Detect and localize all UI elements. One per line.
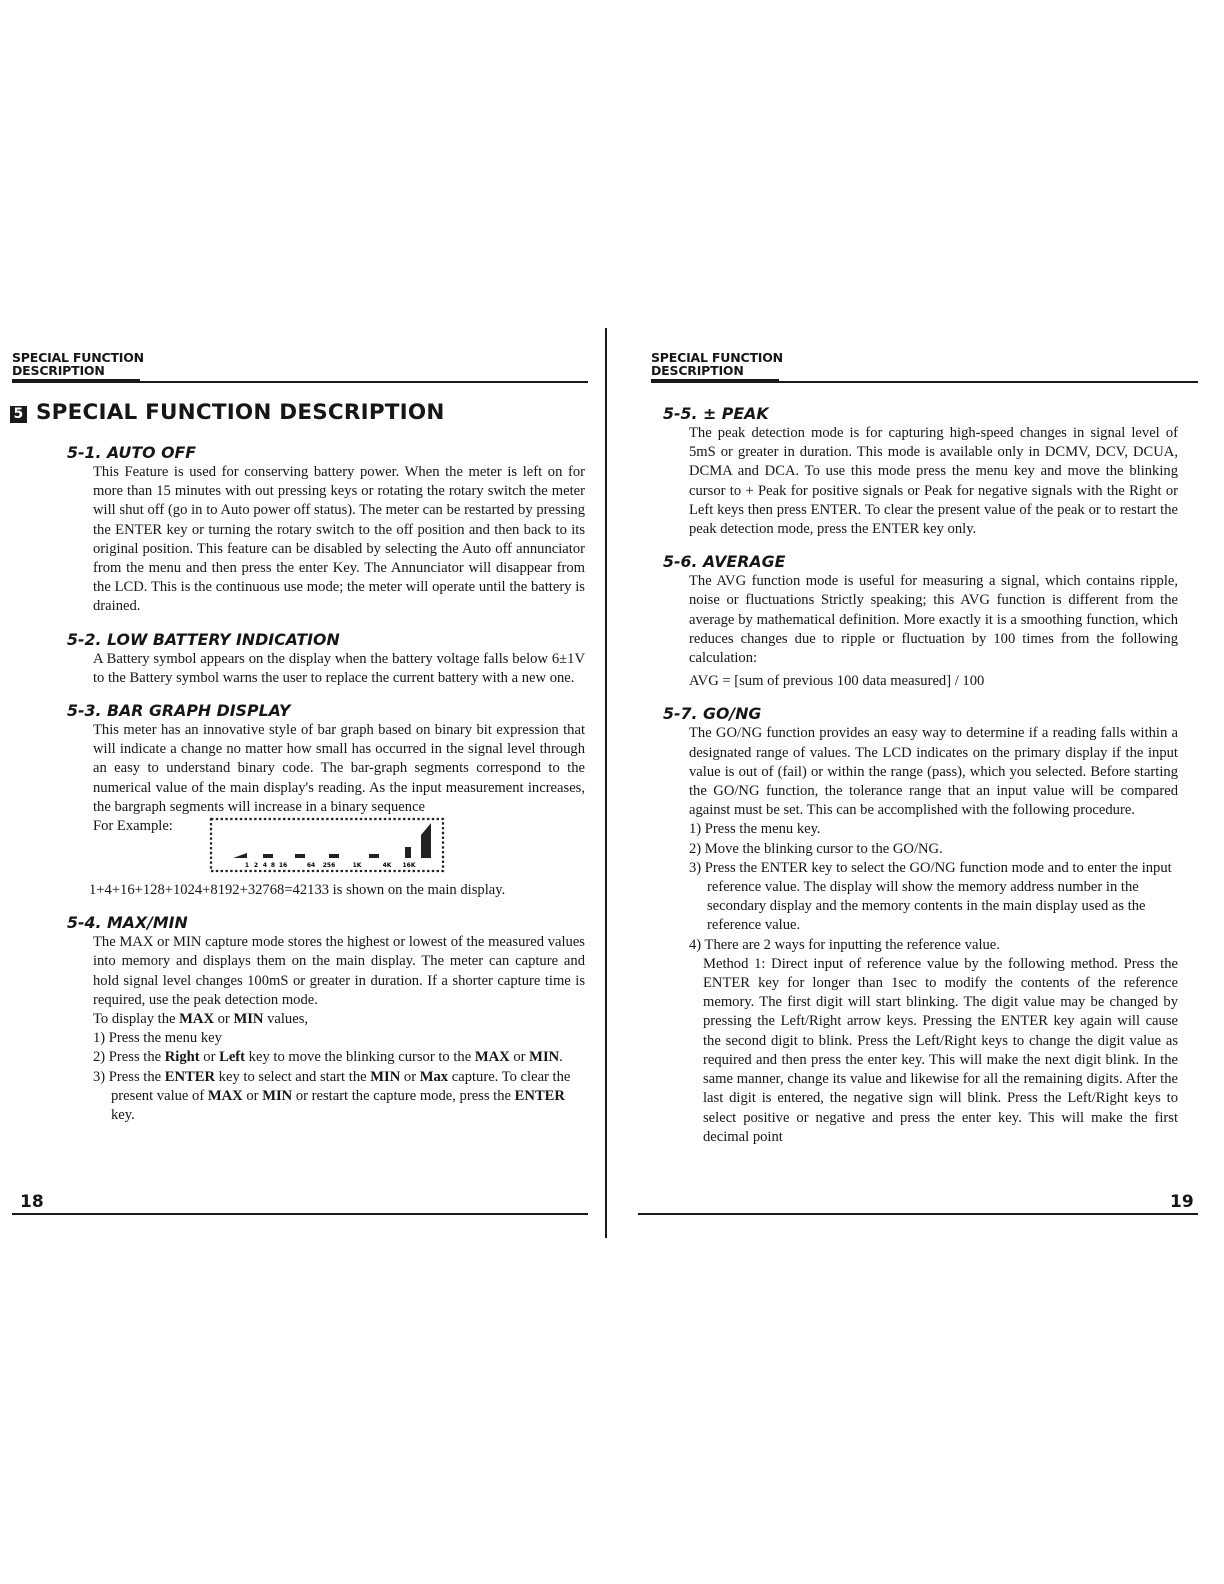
page-number-left: 18 — [20, 1192, 44, 1212]
lcd-label: 4 — [262, 862, 267, 870]
peak-text: The peak detection mode is for capturing high-speed changes in signal level of 5mS or greater in duration. This mode is available only in DCMV, DCV, DCUA, DCMA and DCA. To use this mode press the menu key and move the blinking cursor to + Peak for positive signals or Peak for negative signals with the Right or Left keys then press ENTER. To clear the present value of the peak or to restart the peak detection mode, press the ENTER key only. — [689, 425, 1178, 538]
bar-segment-1024 — [369, 854, 379, 858]
bar-segment-8192 — [405, 847, 411, 858]
auto-off-text: This Feature is used for conserving battery power. When the meter is left on for more than 15 minutes with out pressing keys or rotating the rotary switch the meter will shut off (go in to Auto power off status). The meter can be restarted by pressing the ENTER key or turning the rotary switch to the off position and then back to its original position. This feature can be disabled by selecting the Auto off annunciator from the menu and then press the enter Key. The Annunciator will disappear from the LCD. This is the continuous use mode; the meter will operate until the battery is drained. — [93, 464, 585, 615]
max-min-step-2: 2) Press the Right or Left key to move the blinking cursor to the MAX or MIN. — [93, 1049, 563, 1066]
max-min-display-line: To display the MAX or MIN values, — [93, 1011, 309, 1028]
lcd-label: 256 — [322, 862, 336, 870]
bargraph-lcd-svg — [209, 817, 445, 873]
bar-segment-128 — [329, 854, 339, 858]
go-ng-step-3: 3) Press the ENTER key to select the GO/NG function mode and to enter the input reference value. The display will show the memory address number in the secondary display and the memory contents in the main display used as the reference value. — [689, 859, 1172, 934]
header-left — [12, 351, 144, 377]
heading-average: 5-6. AVERAGE — [663, 552, 786, 572]
max-min-step-3: 3) Press the ENTER key to select and start the MIN or Max capture. To clear the present value of MAX or MIN or restart the capture mode, press the ENTER key. — [93, 1068, 571, 1124]
average-formula: AVG = [sum of previous 100 data measured] / 100 — [689, 673, 985, 690]
bar-graph-text: This meter has an innovative style of bar graph based on binary bit expression that will indicate a change no matter how small has occurred in the signal level through an easy to understand binary code. The bar-graph segments correspond to the numerical value of the main display's reading. As the input measurement increases, the bargraph segments will increase in a binary sequence — [93, 722, 585, 815]
example-row — [93, 817, 585, 881]
heading-max-min: 5-4. MAX/MIN — [67, 913, 188, 933]
right-column — [663, 404, 1178, 1147]
bar-segment-1 — [233, 853, 247, 858]
example-label: For Example: — [93, 818, 173, 835]
header-line1: SPECIAL FUNCTION — [12, 350, 144, 365]
section-number-badge: 5 — [10, 406, 27, 423]
bar-graph-sum: 1+4+16+128+1024+8192+32768=42133 is shown on the main display. — [89, 882, 506, 899]
footer-rule-left — [12, 1213, 588, 1215]
footer-rule-right — [638, 1213, 1198, 1215]
bar-segment-32768 — [421, 823, 431, 858]
lcd-label: 1 — [244, 862, 249, 870]
lcd-label: 16 — [278, 862, 288, 870]
go-ng-text: The GO/NG function provides an easy way to determine if a reading falls within a designated range of values. The LCD indicates on the primary display if the input value is out of (fail) or within the range (pass), which you selected. Before starting the GO/NG function, the tolerance range that an input value will be compared against must be set. This can be accomplished with the following procedure. — [689, 725, 1178, 819]
average-text: The AVG function mode is useful for measuring a signal, which contains ripple, noise or fluctuations Strictly speaking; this AVG function is different from the average by mathematical definition. More exactly it is a smoothing function, which reduces changes due to ripple or fluctuation by 100 times from the following calculation: — [689, 573, 1178, 667]
header-rule — [12, 381, 588, 383]
bar-segment-4 — [263, 854, 273, 858]
page-title-text: SPECIAL FUNCTION DESCRIPTION — [36, 400, 445, 425]
heading-low-battery: 5-2. LOW BATTERY INDICATION — [67, 629, 340, 649]
heading-go-ng: 5-7. GO/NG — [663, 704, 762, 724]
lcd-label: 1K — [352, 862, 362, 870]
bargraph-lcd-illustration — [209, 817, 445, 873]
go-ng-method-1: Method 1: Direct input of reference value by the following method. Press the ENTER key for longer than 1sec to modify the contents of the reference memory. The first digit will start blinking. The digit value may be changed by pressing the Left/Right arrow keys. Pressing the ENTER key again will cause the second digit to blink. Press the Left/Right keys to change the digit value as required and then press the enter key. This will make the next digit blink. In the same manner, change its value and likewise for all the remaining digits. After the last digit is entered, the negative sign will blink. Press the Left/Right keys to select positive or negative and press the enter key. This will make the first decimal point — [703, 955, 1178, 1145]
max-min-text: The MAX or MIN capture mode stores the highest or lowest of the measured values into memory and displays them on the main display. The meter can capture and hold signal level changes 100mS or greater in duration. If a shorter capture time is required, use the peak detection mode. — [93, 934, 585, 1008]
max-min-step-1: 1) Press the menu key — [93, 1030, 222, 1047]
heading-bar-graph: 5-3. BAR GRAPH DISPLAY — [67, 701, 291, 721]
lcd-label: 64 — [306, 862, 316, 870]
lcd-label: 4K — [382, 862, 392, 870]
page-number-right: 19 — [1170, 1192, 1194, 1212]
heading-auto-off: 5-1. AUTO OFF — [67, 443, 197, 462]
lcd-label: 8 — [270, 862, 275, 870]
low-battery-text: A Battery symbol appears on the display when the battery voltage falls below 6±1V to the Battery symbol warns the user to replace the current battery with a new one. — [93, 650, 585, 686]
go-ng-step-2: 2) Move the blinking cursor to the GO/NG. — [689, 840, 943, 857]
bar-segment-16 — [295, 854, 305, 858]
go-ng-step-1: 1) Press the menu key. — [689, 821, 821, 838]
header-line2: DESCRIPTION — [12, 363, 105, 378]
heading-peak: 5-5. ± PEAK — [663, 404, 769, 423]
lcd-label: 2 — [253, 862, 258, 870]
go-ng-step-4: 4) There are 2 ways for inputting the reference value. — [689, 936, 1000, 953]
header-line1: SPECIAL FUNCTION — [651, 350, 783, 365]
page-title — [10, 400, 445, 425]
left-column — [67, 443, 585, 1125]
header-right — [651, 351, 783, 377]
header-rule — [651, 381, 1198, 383]
lcd-label: 16K — [402, 862, 416, 870]
header-line2: DESCRIPTION — [651, 363, 744, 378]
center-spine — [605, 328, 607, 1238]
